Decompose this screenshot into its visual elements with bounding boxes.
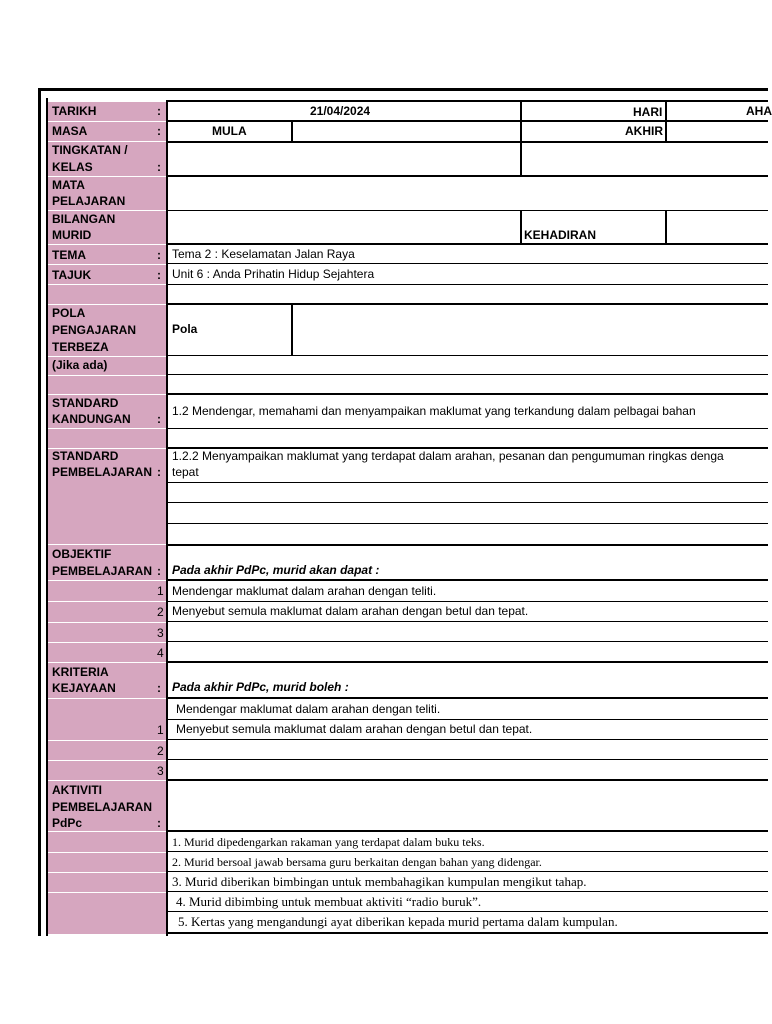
rule-objektif-intro: [166, 579, 768, 581]
rule-tarikh: [166, 120, 768, 122]
colon-tarikh: :: [157, 104, 161, 118]
rule-tema: [166, 263, 768, 264]
rule-kriteria-intro: [166, 697, 768, 699]
tingkatan-label-line2: KELAS: [52, 160, 93, 174]
rule-kriteria-1: [166, 739, 768, 740]
rule-objektif-1: [166, 601, 768, 602]
colon-sk: :: [157, 412, 161, 426]
rule-empty-2: [166, 393, 768, 395]
colon-sp: :: [157, 465, 161, 479]
objektif-number-4: 4: [157, 646, 164, 660]
divider-tingkatan: [520, 142, 522, 176]
tema-label: TEMA: [52, 248, 86, 262]
aktiviti-item-1: 1. Murid dipedengarkan rakaman yang terdapat dalam buku teks.: [172, 835, 485, 849]
objektif-intro: Pada akhir PdPc, murid akan dapat :: [172, 563, 380, 577]
frame-left-border: [38, 88, 41, 936]
label-band-empty-2: [48, 375, 166, 394]
divider-pola: [291, 304, 293, 356]
label-band-objektif-1: [48, 580, 166, 601]
kehadiran-label: KEHADIRAN: [524, 228, 596, 242]
content-left-border: [166, 100, 168, 936]
rule-aktiviti-2: [166, 871, 768, 872]
objektif-number-3: 3: [157, 626, 164, 640]
rule-objektif-3: [166, 641, 768, 642]
colon-kriteria: :: [157, 681, 161, 695]
divider-mula: [291, 121, 293, 142]
rule-aktiviti-4: [166, 911, 768, 912]
pola-label-line3: TERBEZA: [52, 340, 109, 354]
kriteria-label-line2: KEJAYAAN: [52, 681, 116, 695]
mula-label: MULA: [212, 124, 247, 138]
label-band-aktiviti-4: [48, 892, 166, 934]
sk-label-line1: STANDARD: [52, 396, 119, 410]
label-band-empty-1: [48, 284, 166, 304]
rule-kriteria-2: [166, 759, 768, 760]
sp-label-line1: STANDARD: [52, 449, 119, 463]
tarikh-value: 21/04/2024: [310, 104, 371, 118]
divider-kehadiran: [665, 210, 667, 244]
masa-label: MASA: [52, 124, 88, 138]
rule-masa: [166, 141, 768, 143]
tarikh-label: TARIKH: [52, 104, 97, 118]
aktiviti-item-4: 4. Murid dibimbing untuk membuat aktiviti “radio buruk”.: [176, 894, 482, 909]
kriteria-label-line1: KRITERIA: [52, 665, 109, 679]
label-band-aktiviti-3: [48, 872, 166, 892]
rule-sp-3: [166, 523, 768, 524]
label-band-aktiviti-2: [48, 852, 166, 872]
rule-pola: [166, 355, 768, 356]
pola-label-line4: (Jika ada): [52, 358, 108, 372]
objektif-number-2: 2: [157, 605, 164, 619]
colon-objektif: :: [157, 564, 161, 578]
kriteria-item-1: Mendengar maklumat dalam arahan dengan teliti.: [176, 702, 441, 716]
sk-value: 1.2 Mendengar, memahami dan menyampaikan maklumat yang terkandung dalam pelbagai bahan: [172, 404, 696, 418]
rule-jika-ada: [166, 374, 768, 375]
rule-tingkatan: [166, 175, 768, 177]
rule-sp-bottom: [166, 544, 768, 546]
rule-objektif-4: [166, 661, 768, 663]
rule-sk: [166, 428, 768, 429]
aktiviti-item-2: 2. Murid bersoal jawab bersama guru berkaitan dengan bahan yang didengar.: [172, 855, 542, 869]
label-band-objektif-3: [48, 622, 166, 642]
rule-aktiviti-1: [166, 851, 768, 852]
frame-top-border: [38, 88, 768, 91]
mata-label-line1: MATA: [52, 178, 85, 192]
akhir-label: AKHIR: [625, 124, 663, 138]
pola-value: Pola: [172, 322, 198, 336]
colon-tingkatan: :: [157, 160, 161, 174]
rule-tajuk: [166, 284, 768, 285]
aktiviti-label-line1: AKTIVITI: [52, 783, 102, 797]
objektif-item-2: Menyebut semula maklumat dalam arahan dengan betul dan tepat.: [172, 604, 529, 618]
label-band-objektif-2: [48, 601, 166, 622]
label-band-aktiviti-1: [48, 831, 166, 852]
rule-kriteria-a: [166, 719, 768, 720]
aktiviti-label-line2: PEMBELAJARAN: [52, 800, 153, 814]
rule-aktiviti-5: [166, 932, 768, 934]
divider-bilangan: [520, 210, 522, 244]
pola-label-line2: PENGAJARAN: [52, 323, 137, 337]
rule-kriteria-3: [166, 779, 768, 781]
aktiviti-item-5: 5. Kertas yang mengandungi ayat diberikan kepada murid pertama dalam kumpulan.: [178, 914, 618, 929]
hari-value: AHA: [746, 104, 772, 118]
tajuk-value: Unit 6 : Anda Prihatin Hidup Sejahtera: [172, 267, 375, 281]
colon-tema: :: [157, 248, 161, 262]
objektif-item-1: Mendengar maklumat dalam arahan dengan teliti.: [172, 584, 437, 598]
label-band-empty-3: [48, 428, 166, 448]
aktiviti-item-3: 3. Murid diberikan bimbingan untuk membahagikan kumpulan mengikut tahap.: [172, 874, 587, 889]
tema-value: Tema 2 : Keselamatan Jalan Raya: [172, 247, 355, 261]
rule-aktiviti-3: [166, 891, 768, 892]
label-band-objektif-4: [48, 642, 166, 662]
rule-sp-1: [166, 482, 768, 483]
kriteria-number-1: 1: [157, 723, 164, 737]
rule-top: [166, 100, 768, 102]
sp-value-line1: 1.2.2 Menyampaikan maklumat yang terdapat dalam arahan, pesanan dan pengumuman ringkas denga: [172, 449, 724, 463]
colon-masa: :: [157, 124, 161, 138]
label-band-kriteria-2: [48, 740, 166, 760]
pola-label-line1: POLA: [52, 306, 86, 320]
rule-mata: [166, 210, 768, 211]
kriteria-item-2: Menyebut semula maklumat dalam arahan dengan betul dan tepat.: [176, 722, 533, 736]
objektif-label-line2: PEMBELAJARAN: [52, 564, 153, 578]
tajuk-label: TAJUK: [52, 268, 92, 282]
mata-label-line2: PELAJARAN: [52, 194, 126, 208]
colon-aktiviti: :: [157, 816, 161, 830]
aktiviti-label-line3: PdPc: [52, 816, 83, 830]
kriteria-number-2: 2: [157, 744, 164, 758]
bilangan-label-line2: MURID: [52, 228, 92, 242]
rule-objektif-2: [166, 621, 768, 622]
kriteria-intro: Pada akhir PdPc, murid boleh :: [172, 680, 349, 694]
rule-sp-2: [166, 502, 768, 503]
rule-bilangan: [166, 243, 768, 245]
sp-value-line2: tepat: [172, 465, 199, 479]
sp-label-line2: PEMBELAJARAN: [52, 465, 153, 479]
label-band-kriteria-3: [48, 760, 166, 780]
rule-empty-1: [166, 303, 768, 305]
bilangan-label-line1: BILANGAN: [52, 212, 116, 226]
sk-label-line2: KANDUNGAN: [52, 412, 131, 426]
label-band-kriteria-1: [48, 698, 166, 740]
objektif-label-line1: OBJEKTIF: [52, 547, 112, 561]
objektif-number-1: 1: [157, 584, 164, 598]
rule-aktiviti-intro: [166, 830, 768, 832]
tingkatan-label-line1: TINGKATAN /: [52, 143, 128, 157]
kriteria-number-3: 3: [157, 764, 164, 778]
hari-label: HARI: [633, 105, 663, 119]
colon-tajuk: :: [157, 268, 161, 282]
